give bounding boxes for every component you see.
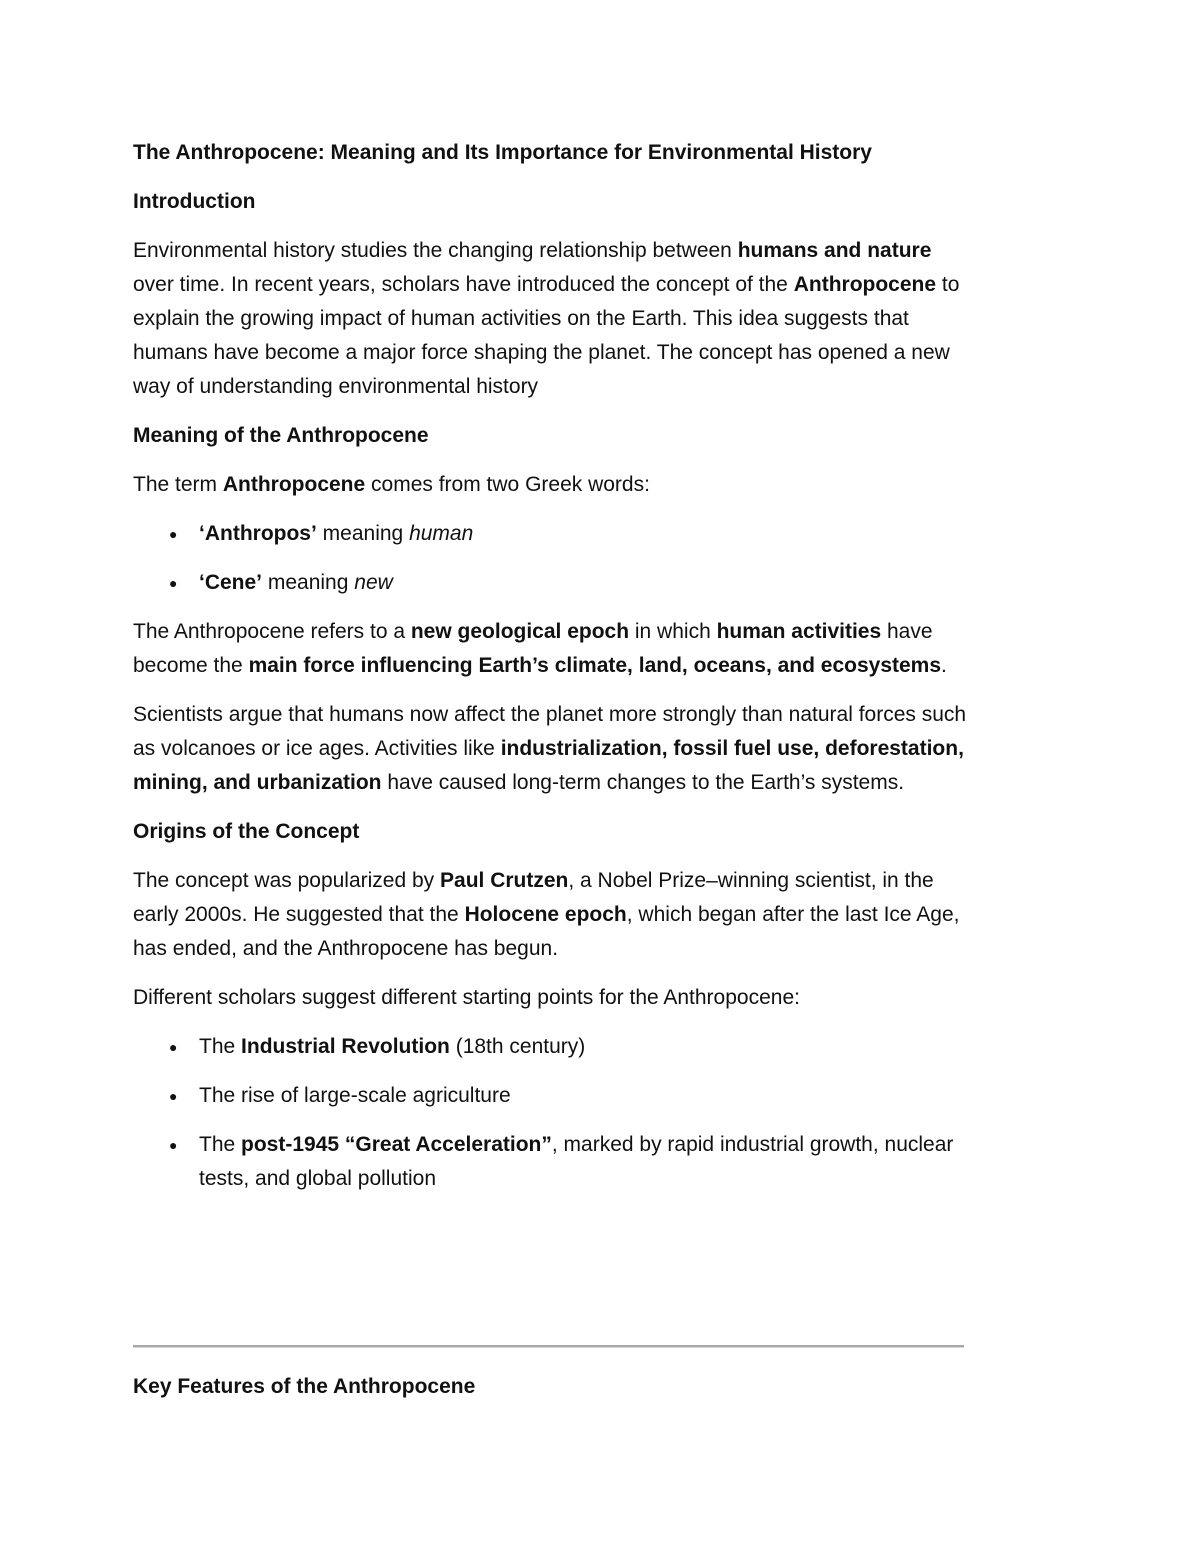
list-item <box>133 566 968 600</box>
list-item <box>133 517 968 551</box>
meaning-paragraph-3 <box>133 698 968 800</box>
bold-run: Paul Crutzen <box>440 869 569 892</box>
text-run: The Anthropocene refers to a <box>133 620 411 643</box>
bold-run: Industrial Revolution <box>241 1035 450 1058</box>
bold-run: ‘Anthropos’ <box>199 522 317 545</box>
bold-run: Anthropocene <box>222 473 366 496</box>
bold-run: new geological epoch <box>410 620 630 643</box>
section-heading-meaning: Meaning of the Anthropocene <box>133 424 429 447</box>
list-item <box>133 1079 968 1113</box>
section-heading-origins: Origins of the Concept <box>133 820 360 843</box>
italic-run: human <box>409 522 474 545</box>
bullet-icon: ● <box>169 526 178 542</box>
meaning-paragraph-1 <box>133 468 968 502</box>
bold-run: main force influencing Earth’s climate, land, oceans, and ecosystems <box>248 654 942 677</box>
text-run: . <box>941 654 947 677</box>
text-run: Environmental history studies the changing relationship between <box>133 239 738 262</box>
starting-points-list <box>133 1030 968 1196</box>
text-run: over time. In recent years, scholars have introduced the concept of the <box>133 273 794 296</box>
origins-paragraph-1 <box>133 864 968 966</box>
text-run: in which <box>629 620 717 643</box>
text-run: meaning <box>316 522 410 545</box>
origins-paragraph-2: Different scholars suggest different starting points for the Anthropocene: <box>133 986 800 1009</box>
bold-run: ‘Cene’ <box>199 571 263 594</box>
bold-run: humans and nature <box>737 239 932 262</box>
text-run: comes from two Greek words: <box>365 473 650 496</box>
bold-run: human activities <box>716 620 882 643</box>
bold-run: Holocene epoch <box>464 903 627 926</box>
text-run: have become the <box>133 620 933 677</box>
list-item <box>133 1030 968 1064</box>
text-run: The <box>199 1133 242 1156</box>
text-run: The concept was popularized by <box>133 869 441 892</box>
document-body <box>133 136 968 1211</box>
italic-run: new <box>354 571 393 594</box>
document-title: The Anthropocene: Meaning and Its Importance for Environmental History <box>133 141 872 164</box>
bold-run: industrialization, fossil fuel use, deforestation, mining, and urbanization <box>133 737 964 794</box>
section-heading-introduction: Introduction <box>133 190 256 213</box>
intro-paragraph <box>133 234 968 404</box>
text-run: (18th century) <box>449 1035 586 1058</box>
bold-run: Anthropocene <box>793 273 937 296</box>
text-run: , which began after the last Ice Age, has ended, and the Anthropocene has begun. <box>133 903 960 960</box>
meaning-paragraph-2 <box>133 615 968 683</box>
section-heading-key-features: Key Features of the Anthropocene <box>133 1375 476 1398</box>
text-run: The <box>199 1035 242 1058</box>
text-run: , marked by rapid industrial growth, nuclear tests, and global pollution <box>199 1133 954 1190</box>
text-run: to explain the growing impact of human activities on the Earth. This idea suggests that humans have become a major force shaping the planet. The concept has opened a new way of understanding environmental history <box>133 273 960 398</box>
text-run: meaning <box>262 571 355 594</box>
list-item <box>133 1128 968 1196</box>
text-run: Scientists argue that humans now affect the planet more strongly than natural forces such as volcanoes or ice ages. Activities like <box>133 703 967 760</box>
text-run: The rise of large-scale agriculture <box>199 1084 511 1107</box>
bullet-icon: ● <box>169 1088 178 1104</box>
bullet-icon: ● <box>169 575 178 591</box>
text-run: The term <box>133 473 223 496</box>
text-run: have caused long-term changes to the Earth’s systems. <box>381 771 905 794</box>
greek-words-list <box>133 517 968 600</box>
text-run: , a Nobel Prize–winning scientist, in the early 2000s. He suggested that the <box>133 869 934 926</box>
bullet-icon: ● <box>169 1137 178 1153</box>
bold-run: post-1945 “Great Acceleration” <box>241 1133 552 1156</box>
bullet-icon: ● <box>169 1039 178 1055</box>
horizontal-divider <box>133 1345 964 1348</box>
